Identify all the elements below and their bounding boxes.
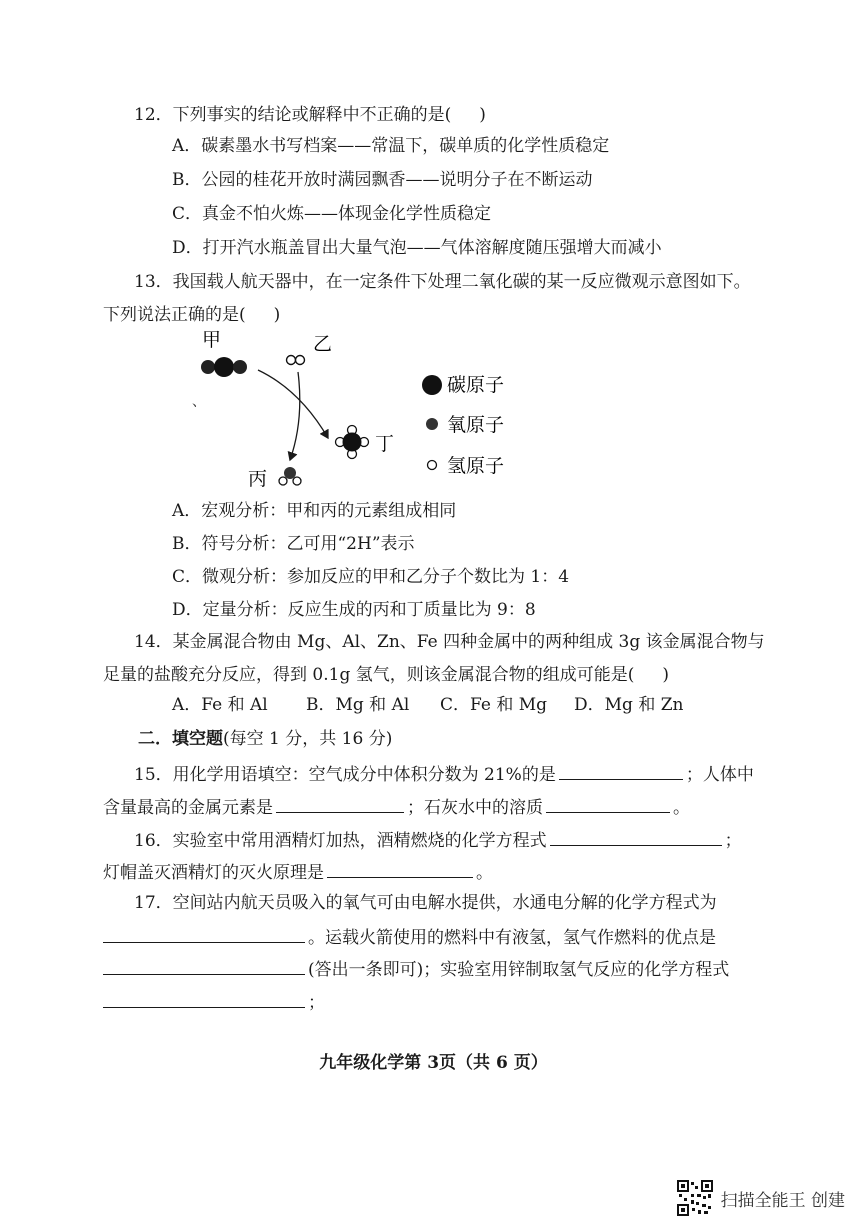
q12-option-b: B．公园的桂花开放时满园飘香——说明分子在不断运动 — [172, 170, 593, 190]
q17-line4: ； — [103, 990, 325, 1014]
q12-option-a: A．碳素墨水书写档案——常温下，碳单质的化学性质稳定 — [172, 136, 610, 156]
q17-blank-1[interactable] — [103, 925, 305, 943]
q17-line3: (答出一条即可)；实验室用锌制取氢气反应的化学方程式 — [103, 957, 729, 981]
q14-option-d: D．Mg 和 Zn — [574, 695, 684, 715]
q12-option-d: D．打开汽水瓶盖冒出大量气泡——气体溶解度随压强增大而减小 — [172, 238, 662, 258]
label-yi: 乙 — [313, 333, 333, 355]
section-heading — [138, 728, 392, 750]
q16-blank-2[interactable] — [327, 860, 473, 878]
reaction-diagram — [180, 330, 580, 490]
page-footer: 九年级化学第 3页（共 6 页） — [319, 1053, 548, 1073]
scanner-watermark — [677, 1180, 845, 1216]
q14-options — [172, 694, 708, 716]
q15-blank-2[interactable] — [276, 795, 404, 813]
molecule-ding — [336, 426, 369, 459]
q13-option-c: C．微观分析：参加反应的甲和乙分子个数比为 1：4 — [172, 567, 570, 587]
legend-carbon-marker — [422, 375, 442, 395]
molecule-yi — [287, 356, 305, 365]
label-jia: 甲 — [202, 330, 222, 351]
label-bing: 丙 — [248, 468, 268, 490]
label-ding: 丁 — [375, 433, 395, 455]
legend — [422, 374, 504, 477]
legend-hydrogen-marker — [428, 461, 437, 470]
q14-option-a: A．Fe 和 Al — [172, 695, 268, 715]
q17-blank-2[interactable] — [103, 957, 305, 975]
q15-blank-1[interactable] — [559, 762, 683, 780]
legend-carbon: 碳原子 — [447, 374, 505, 396]
q17-line1: 17．空间站内航天员吸入的氧气可由电解水提供，水通电分解的化学方程式为 — [134, 893, 717, 913]
q14-line2: 足量的盐酸充分反应，得到 0.1g 氢气，则该金属混合物的组成可能是( ) — [103, 665, 669, 685]
q13-option-b: B．符号分析：乙可用“2H”表示 — [172, 534, 415, 554]
q12-option-c: C．真金不怕火炼——体现金化学性质稳定 — [172, 204, 492, 224]
arrow-to-bing — [290, 372, 300, 460]
q16-line1: 16．实验室中常用酒精灯加热，酒精燃烧的化学方程式 ； — [134, 828, 742, 852]
q12-stem: 12．下列事实的结论或解释中不正确的是( ) — [134, 105, 486, 125]
molecule-jia — [201, 357, 247, 377]
arrow-to-ding — [258, 370, 328, 438]
q17-blank-3[interactable] — [103, 990, 305, 1008]
q14-line1: 14．某金属混合物由 Mg、Al、Zn、Fe 四种金属中的两种组成 3g 该金属混合物与 — [134, 632, 765, 652]
legend-oxygen-marker — [426, 418, 438, 430]
legend-hydrogen: 氢原子 — [447, 455, 505, 477]
q16-line2: 灯帽盖灭酒精灯的灭火原理是 。 — [103, 860, 493, 884]
q14-option-b: B．Mg 和 Al — [306, 695, 410, 715]
q13-option-a: A．宏观分析：甲和丙的元素组成相同 — [172, 501, 457, 521]
q17-line2: 。运载火箭使用的燃料中有液氢，氢气作燃料的优点是 — [103, 925, 716, 949]
section-note: (每空 1 分，共 16 分) — [223, 729, 393, 749]
watermark-text: 扫描全能王 创建 — [720, 1190, 845, 1211]
q15-blank-3[interactable] — [546, 795, 670, 813]
q13-stem-line2: 下列说法正确的是( ) — [103, 305, 281, 325]
q16-blank-1[interactable] — [550, 828, 722, 846]
svg-text:、: 、 — [192, 394, 206, 410]
legend-oxygen: 氧原子 — [447, 414, 505, 436]
qr-code-icon — [677, 1180, 713, 1216]
q13-stem-line1: 13．我国载人航天器中，在一定条件下处理二氧化碳的某一反应微观示意图如下。 — [134, 272, 751, 292]
q15-line1: 15．用化学用语填空：空气成分中体积分数为 21%的是 ；人体中 — [134, 762, 754, 786]
section-title: 二．填空题 — [138, 729, 223, 749]
q14-option-c: C．Fe 和 Mg — [440, 695, 548, 715]
molecule-bing — [279, 467, 301, 485]
q15-line2: 含量最高的金属元素是 ；石灰水中的溶质 。 — [103, 795, 690, 819]
q13-option-d: D．定量分析：反应生成的丙和丁质量比为 9：8 — [172, 600, 536, 620]
